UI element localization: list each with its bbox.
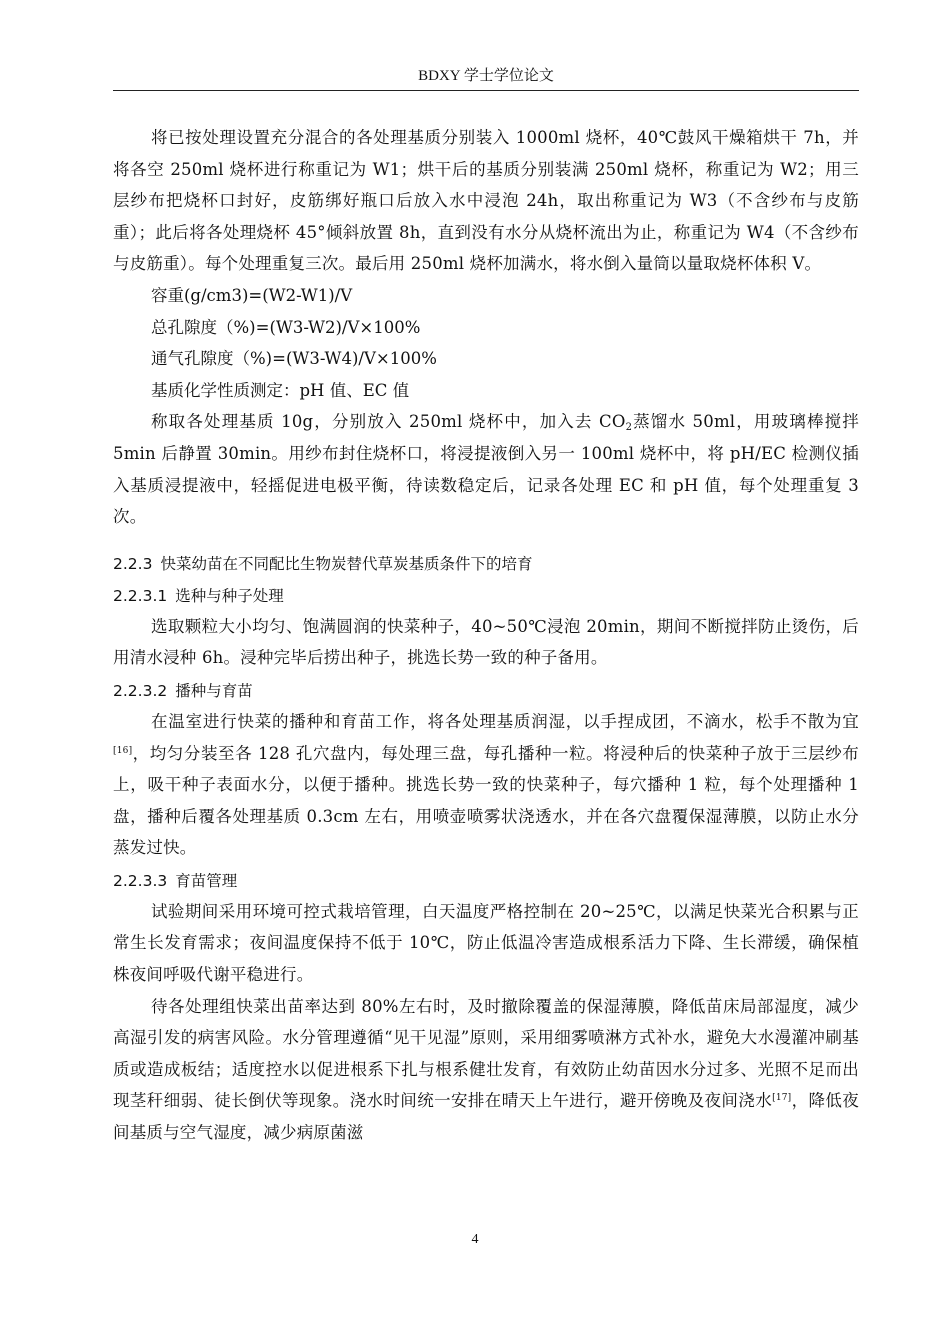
section-title: 选种与种子处理 xyxy=(175,586,284,605)
section-number: 2.2.3 xyxy=(113,554,153,573)
citation-16: [16] xyxy=(113,745,133,756)
paragraph-physical-method: 将已按处理设置充分混合的各处理基质分别装入 1000ml 烧杯，40℃鼓风干燥箱烘干 7h，并将各空 250ml 烧杯进行称重记为 W1；烘干后的基质分别装满 250ml 烧杯，称重记为 W2；用三层纱布把烧杯口封好，皮筋绑好瓶口后放入水中浸泡 24h，取出称重记为 W3（不含纱布与皮筋重）；此后将各处理烧杯 45°倾斜放置 8h，直到没有水分从烧杯流出为止，称重记为 W4（不含纱布与皮筋重）。每个处理重复三次。最后用 250ml 烧杯加满水，将水倒入量筒以量取烧杯体积 V。 xyxy=(113,128,859,274)
section-heading-2-2-3 xyxy=(113,551,859,577)
document-body xyxy=(113,122,859,1149)
page-number: 4 xyxy=(471,1232,479,1247)
paragraph-seed-selection: 选取颗粒大小均匀、饱满圆润的快菜种子，40~50℃浸泡 20min，期间不断搅拌防止烫伤，后用清水浸种 6h。浸种完毕后捞出种子，挑选长势一致的种子备用。 xyxy=(113,616,859,668)
formula-total-porosity: 总孔隙度（%)=(W3-W2)/V×100% xyxy=(151,317,421,337)
paragraph-temperature: 试验期间采用环境可控式栽培管理，白天温度严格控制在 20~25℃，以满足快菜光合积累与正常生长发育需求；夜间温度保持不低于 10℃，防止低温冷害造成根系活力下降、生长滞缓，确保植株夜间呼吸代谢平稳进行。 xyxy=(113,901,859,985)
section-title: 播种与育苗 xyxy=(175,681,253,700)
section-number: 2.2.3.2 xyxy=(113,681,168,700)
section-heading-2-2-3-3 xyxy=(113,868,859,894)
page-header xyxy=(113,64,859,91)
section-number: 2.2.3.1 xyxy=(113,586,168,605)
paragraph-sowing: 在温室进行快菜的播种和育苗工作，将各处理基质润湿，以手捏成团，不滴水，松手不散为宜[16]，均匀分装至各 128 孔穴盘内，每处理三盘，每孔播种一粒。将浸种后的快菜种子放于三层纱布上，吸干种子表面水分，以便于播种。挑选长势一致的快菜种子，每穴播种 1 粒，每个处理播种 1 盘，播种后覆各处理基质 0.3cm 左右，用喷壶喷雾状浇透水，并在各穴盘覆保湿薄膜，以防止水分蒸发过快。 xyxy=(113,711,859,858)
section-title: 快菜幼苗在不同配比生物炭替代草炭基质条件下的培育 xyxy=(160,554,533,573)
section-title: 育苗管理 xyxy=(175,871,238,890)
paragraph-chemical-method: 称取各处理基质 10g，分别放入 250ml 烧杯中，加入去 $CO_2$蒸馏水 50ml，用玻璃棒搅拌 5min 后静置 30min。用纱布封住烧杯口，将浸提液倒入另一 100ml 烧杯中，将 pH/EC 检测仪插入基质浸提液中，轻摇促进电极平衡，待读数稳定后，记录各处理 EC 和 pH 值，每个处理重复 3 次。 xyxy=(113,412,859,527)
formula-aeration-porosity: 通气孔隙度（%)=(W3-W4)/V×100% xyxy=(151,349,437,369)
formula-bulk-density: 容重(g/cm3)=(W2-W1)/V xyxy=(151,285,353,305)
section-heading-2-2-3-2 xyxy=(113,678,859,704)
section-number: 2.2.3.3 xyxy=(113,871,168,890)
section-heading-2-2-3-1 xyxy=(113,583,859,609)
paragraph-water-management: 待各处理组快菜出苗率达到 80%左右时，及时撤除覆盖的保湿薄膜，降低苗床局部湿度，减少高湿引发的病害风险。水分管理遵循“见干见湿”原则，采用细雾喷淋方式补水，避免大水漫灌冲刷基质或造成板结；适度控水以促进根系下扎与根系健壮发育，有效防止幼苗因水分过多、光照不足而出现茎秆细弱、徒长倒伏等现象。浇水时间统一安排在晴天上午进行，避开傍晚及夜间浇水[17]，降低夜间基质与空气湿度，减少病原菌滋 xyxy=(113,996,859,1143)
chemical-property-title: 基质化学性质测定：pH 值、EC 值 xyxy=(151,380,410,400)
citation-17: [17] xyxy=(772,1093,792,1104)
header-title: BDXY 学士学位论文 xyxy=(418,68,554,84)
